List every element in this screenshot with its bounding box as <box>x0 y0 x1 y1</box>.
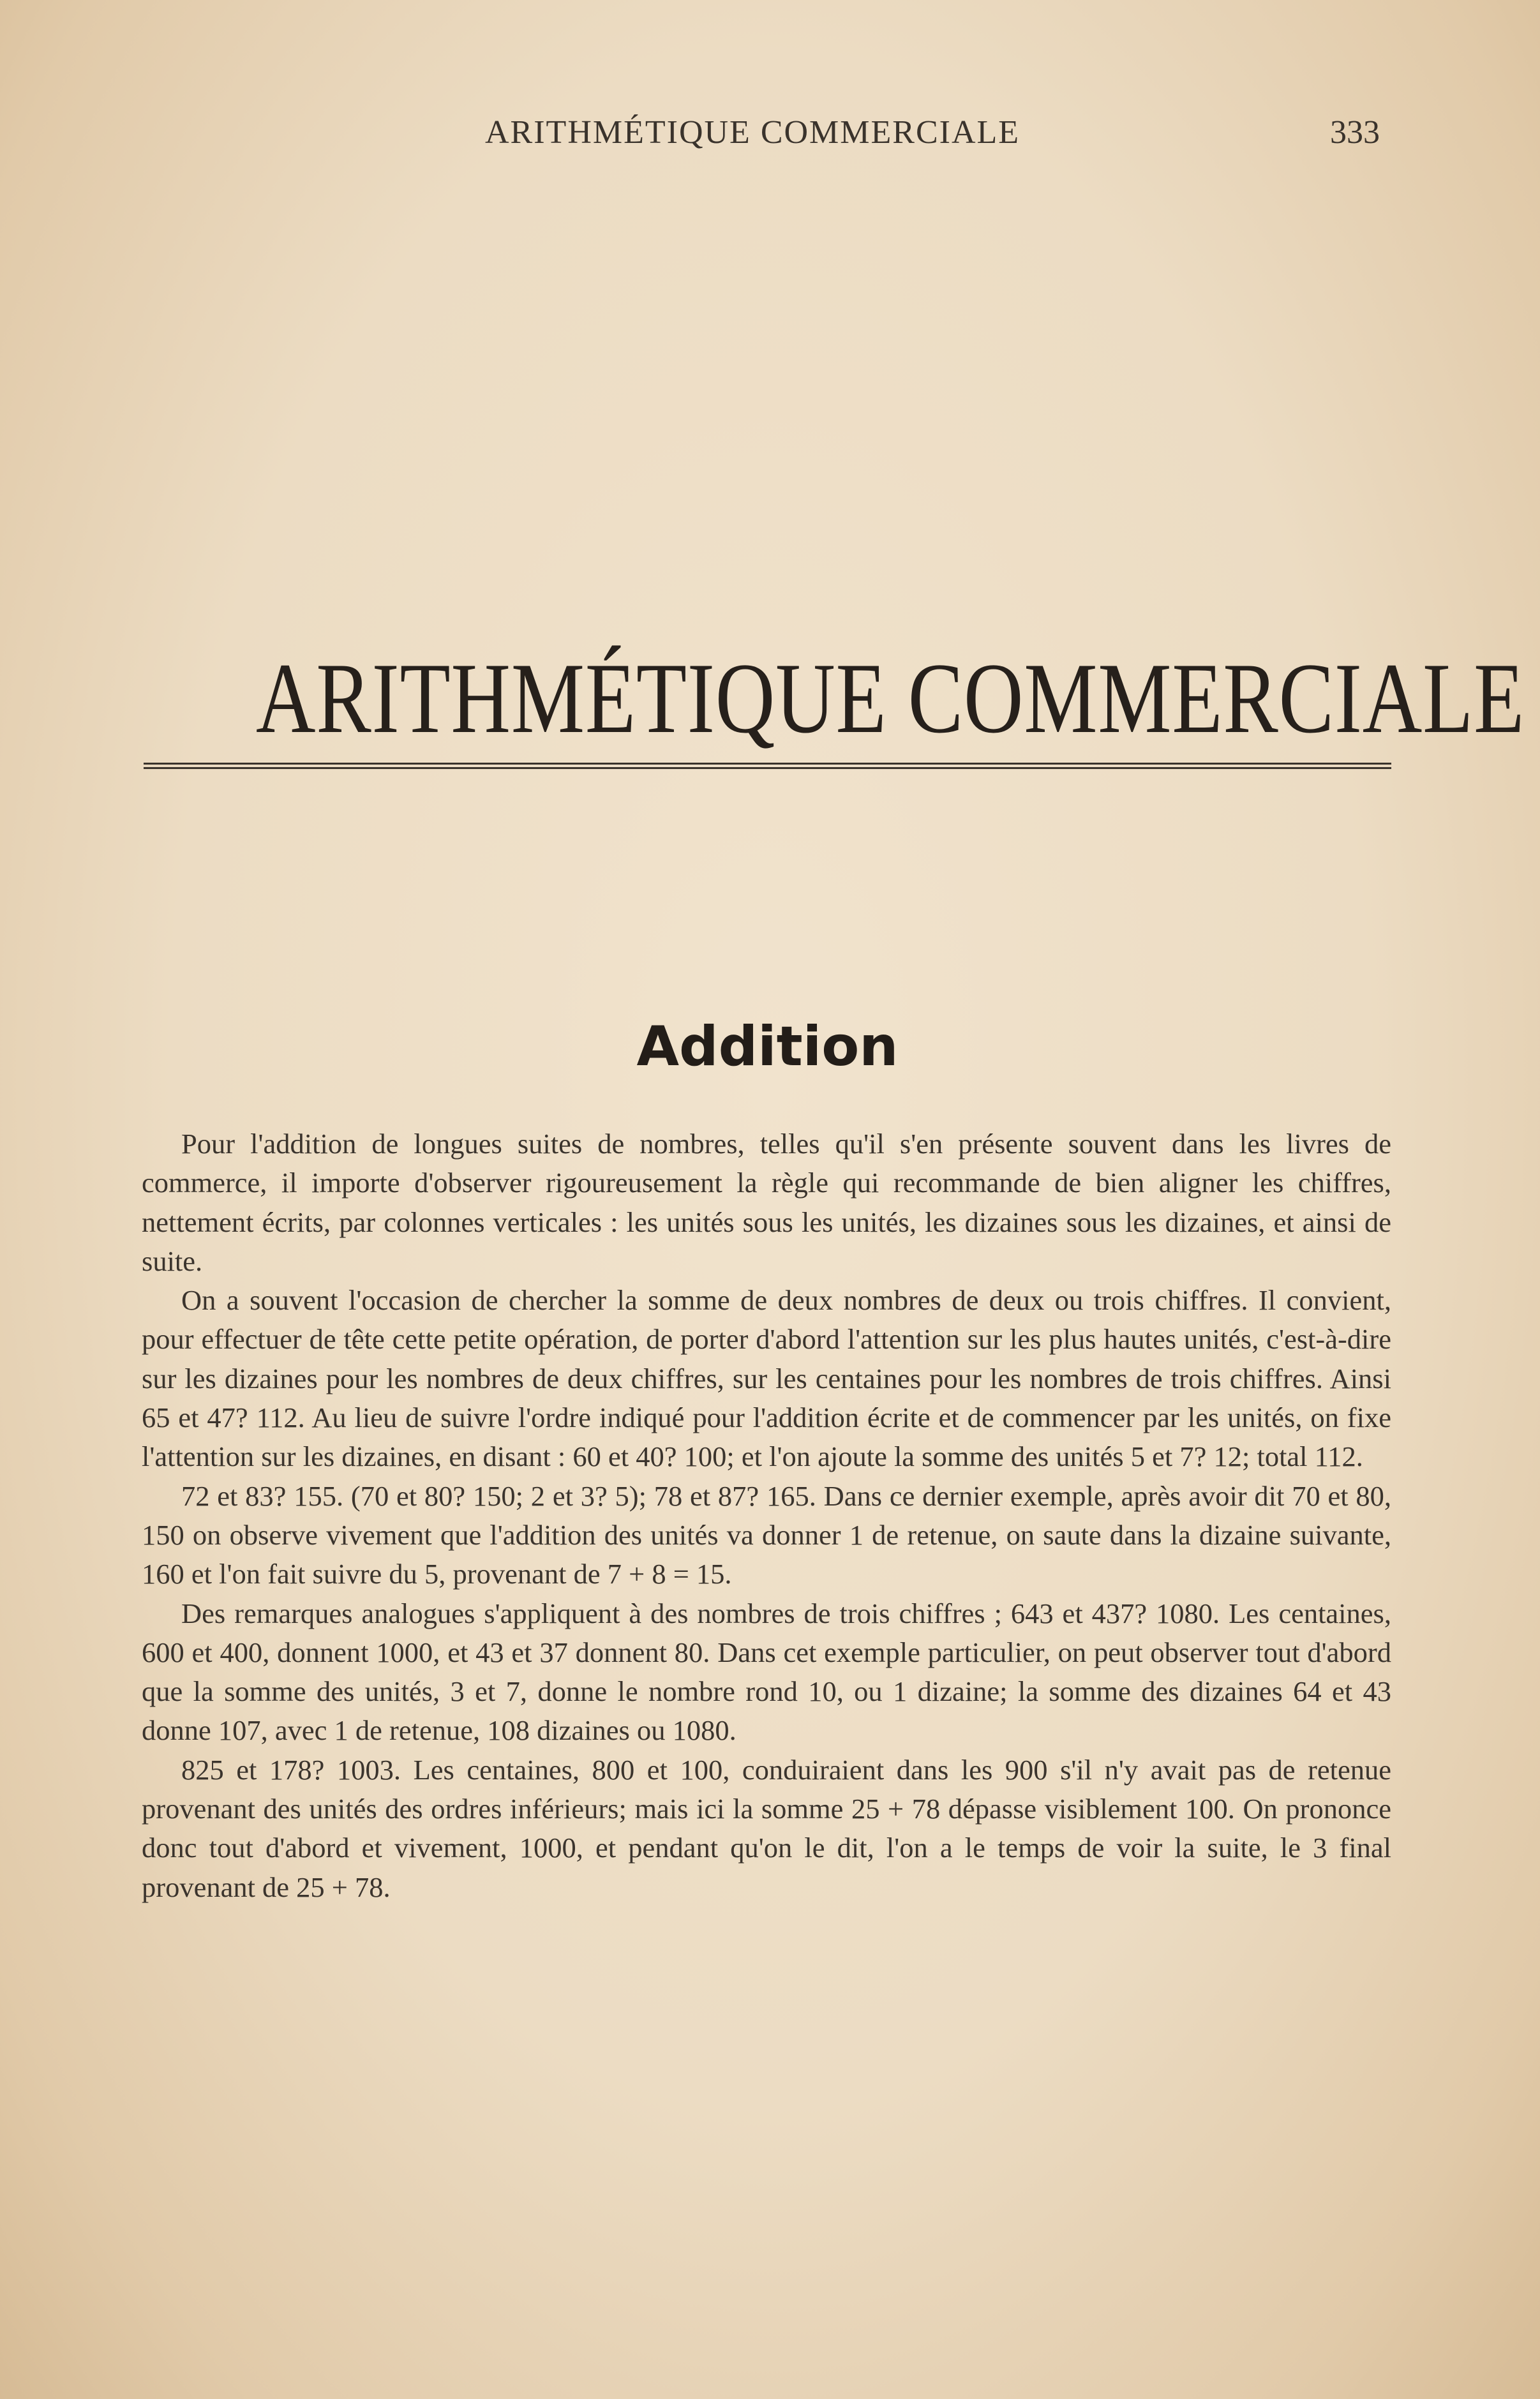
paragraph: Des remarques analogues s'appliquent à des nombres de trois chiffres ; 643 et 437? 1080. Les centaines, 600 et 400, donnent 1000, et 43 et 37 donnent 80. Dans cet exemple particulier, on peut observer tout d'abord que la somme des unités, 3 et 7, donne le nombre rond 10, ou 1 dizaine; la somme des dizaines 64 et 43 donne 107, avec 1 de retenue, 108 dizaines ou 1080. <box>142 1597 1391 1747</box>
page-number: 333 <box>1330 114 1380 151</box>
section-heading: Addition <box>636 1015 899 1079</box>
chapter-title: ARITHMÉTIQUE COMMERCIALE <box>255 643 1525 754</box>
body-text <box>142 1125 1391 1907</box>
paragraph: On a souvent l'occasion de chercher la somme de deux nombres de deux ou trois chiffres. Il convient, pour effectuer de tête cette petite opération, de porter d'abord l'attention sur les plus hautes unités, c'est-à-dire sur les dizaines pour les nombres de deux chiffres, sur les centaines pour les nombres de trois chiffres. Ainsi 65 et 47? 112. Au lieu de suivre l'ordre indiqué pour l'addition écrite et de commencer par les unités, on fixe l'attention sur les dizaines, en disant : 60 et 40? 100; et l'on ajoute la somme des unités 5 et 7? 12; total 112. <box>142 1284 1391 1473</box>
paragraph: 825 et 178? 1003. Les centaines, 800 et 100, conduiraient dans les 900 s'il n'y avait pas de retenue provenant des unités des ordres inférieurs; mais ici la somme 25 + 78 dépasse visiblement 100. On prononce donc tout d'abord et vivement, 1000, et pendant qu'on le dit, l'on a le temps de voir la suite, le 3 final provenant de 25 + 78. <box>142 1753 1391 1903</box>
running-title: ARITHMÉTIQUE COMMERCIALE <box>485 114 1020 151</box>
paragraph: Pour l'addition de longues suites de nombres, telles qu'il s'en présente souvent dans les livres de commerce, il importe d'observer rigoureusement la règle qui recommande de bien aligner les chiffres, nettement écrits, par colonnes verticales : les unités sous les unités, les dizaines sous les dizaines, et ainsi de suite. <box>142 1128 1391 1277</box>
title-double-rule <box>144 763 1391 769</box>
running-header <box>0 114 1540 158</box>
paragraph: 72 et 83? 155. (70 et 80? 150; 2 et 3? 5); 78 et 87? 165. Dans ce dernier exemple, après avoir dit 70 et 80, 150 on observe vivement que l'addition des unités va donner 1 de retenue, on saute dans la dizaine suivante, 160 et l'on fait suivre du 5, provenant de 7 + 8 = 15. <box>142 1479 1391 1590</box>
